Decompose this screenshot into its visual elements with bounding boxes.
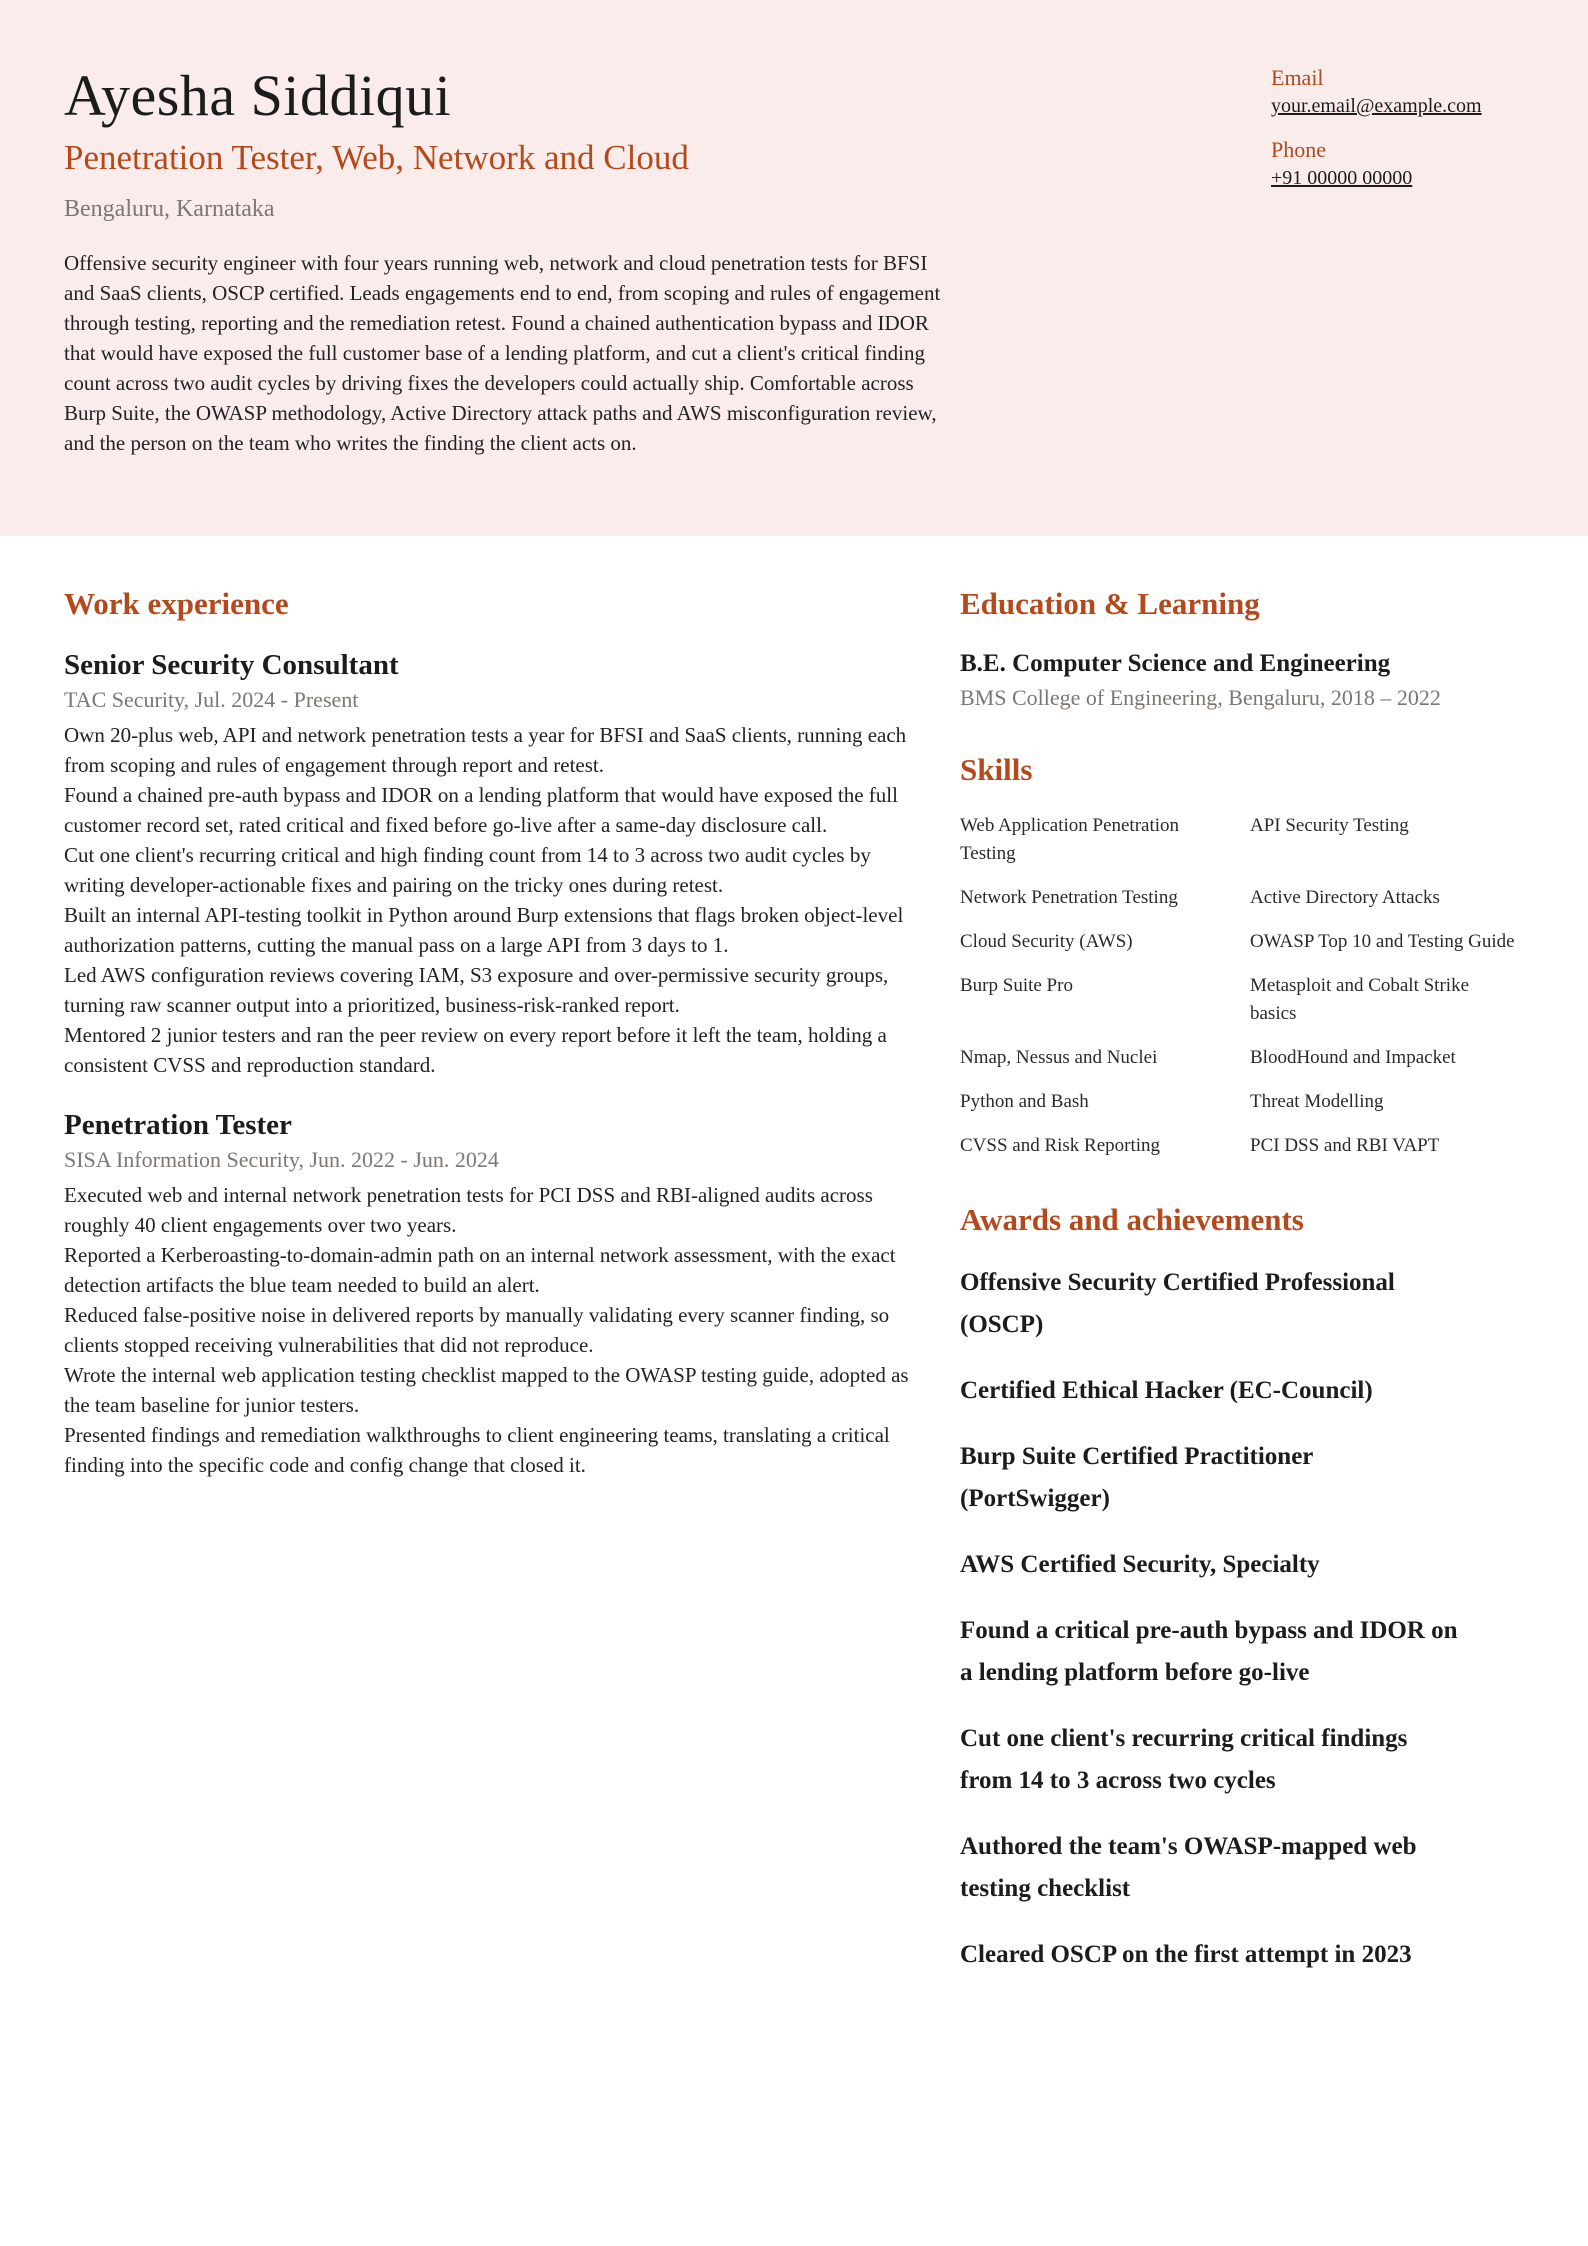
- award-item: Burp Suite Certified Practitioner (PortSwigger): [960, 1443, 1313, 1512]
- profile-summary: Offensive security engineer with four years running web, network and cloud penetration tests for BFSI and SaaS clients, OSCP certified. Leads engagements end to end, from scoping and rules of engagement through testing, reporting and the remediation retest. Found a chained authentication bypass and IDOR that would have exposed the full customer base of a lending platform, and cut a client's critical finding count across two audit cycles by driving fixes the developers could actually ship. Comfortable across Burp Suite, the OWASP methodology, Active Directory attack paths and AWS misconfiguration review, and the person on the team who writes the finding the client acts on.: [64, 251, 941, 455]
- award-item: Cleared OSCP on the first attempt in 2023: [960, 1941, 1412, 1968]
- candidate-location: Bengaluru, Karnataka: [64, 196, 275, 222]
- job-company-dates: TAC Security, Jul. 2024 - Present: [64, 687, 359, 712]
- job-bullet: Led AWS configuration reviews covering IAM, S3 exposure and over-permissive security groups, turning raw scanner output into a prioritized, business-risk-ranked report.: [64, 963, 889, 1017]
- job-bullet: Found a chained pre-auth bypass and IDOR on a lending platform that would have exposed the full customer record set, rated critical and fixed before go-live after a same-day disclosure call.: [64, 783, 898, 837]
- skill-item: Threat Modelling: [1250, 1091, 1384, 1112]
- skill-item: Python and Bash: [960, 1091, 1089, 1112]
- education-heading: Education & Learning: [960, 586, 1260, 621]
- skill-item: Network Penetration Testing: [960, 887, 1178, 908]
- skill-item: Nmap, Nessus and Nuclei: [960, 1047, 1158, 1068]
- skills-heading: Skills: [960, 752, 1033, 787]
- resume-header: [0, 0, 1588, 536]
- education-degree: B.E. Computer Science and Engineering: [960, 650, 1391, 677]
- job-entry: [64, 646, 914, 1080]
- skill-item: Web Application Penetration Testing: [960, 815, 1180, 864]
- skill-item: PCI DSS and RBI VAPT: [1250, 1135, 1440, 1156]
- job-title: Senior Security Consultant: [64, 649, 399, 681]
- job-bullet: Built an internal API-testing toolkit in Python around Burp extensions that flags broken object-level authorization patterns, cutting the manual pass on a large API from 3 days to 1.: [64, 903, 904, 957]
- email-link[interactable]: your.email@example.com: [1271, 95, 1482, 117]
- phone-block: [1271, 136, 1571, 192]
- award-item: Offensive Security Certified Professional (OSCP): [960, 1269, 1395, 1338]
- awards-heading: Awards and achievements: [960, 1202, 1304, 1237]
- candidate-name: Ayesha Siddiqui: [64, 63, 452, 128]
- job-bullets: [64, 1180, 914, 1480]
- contact-info: [1271, 64, 1571, 208]
- job-bullets: [64, 720, 914, 1080]
- award-item: Authored the team's OWASP-mapped web testing checklist: [960, 1833, 1417, 1902]
- job-bullet: Reduced false-positive noise in delivered reports by manually validating every scanner finding, so clients stopped receiving vulnerabilities that did not reproduce.: [64, 1303, 890, 1357]
- right-column: [960, 584, 1540, 2000]
- education-institution-dates: BMS College of Engineering, Bengaluru, 2018 – 2022: [960, 685, 1441, 710]
- skills-grid: [960, 812, 1540, 1160]
- phone-link[interactable]: +91 00000 00000: [1271, 167, 1413, 189]
- awards-list: [960, 1262, 1460, 1976]
- phone-label: Phone: [1271, 137, 1326, 162]
- skill-item: Cloud Security (AWS): [960, 931, 1133, 952]
- award-item: AWS Certified Security, Specialty: [960, 1551, 1320, 1578]
- skill-item: CVSS and Risk Reporting: [960, 1135, 1161, 1156]
- job-company-dates: SISA Information Security, Jun. 2022 - Jun. 2024: [64, 1147, 499, 1172]
- skill-item: Burp Suite Pro: [960, 975, 1073, 996]
- skill-item: BloodHound and Impacket: [1250, 1047, 1456, 1068]
- award-item: Certified Ethical Hacker (EC-Council): [960, 1377, 1373, 1404]
- left-column: [64, 584, 914, 1506]
- skill-item: Metasploit and Cobalt Strike basics: [1250, 975, 1470, 1024]
- skill-item: API Security Testing: [1250, 815, 1409, 836]
- award-item: Found a critical pre-auth bypass and IDOR on a lending platform before go-live: [960, 1617, 1458, 1686]
- job-bullet: Own 20-plus web, API and network penetration tests a year for BFSI and SaaS clients, running each from scoping and rules of engagement through report and retest.: [64, 723, 907, 777]
- job-bullet: Reported a Kerberoasting-to-domain-admin path on an internal network assessment, with the exact detection artifacts the blue team needed to build an alert.: [64, 1243, 896, 1297]
- work-experience-heading: Work experience: [64, 586, 289, 621]
- job-bullet: Mentored 2 junior testers and ran the peer review on every report before it left the team, holding a consistent CVSS and reproduction standard.: [64, 1023, 887, 1077]
- skill-item: Active Directory Attacks: [1250, 887, 1440, 908]
- skill-item: OWASP Top 10 and Testing Guide: [1250, 931, 1515, 952]
- job-bullet: Wrote the internal web application testing checklist mapped to the OWASP testing guide, adopted as the team baseline for junior testers.: [64, 1363, 909, 1417]
- job-bullet: Cut one client's recurring critical and high finding count from 14 to 3 across two audit cycles by writing developer-actionable fixes and pairing on the tricky ones during retest.: [64, 843, 871, 897]
- job-bullet: Executed web and internal network penetration tests for PCI DSS and RBI-aligned audits across roughly 40 client engagements over two years.: [64, 1183, 873, 1237]
- job-bullet: Presented findings and remediation walkthroughs to client engineering teams, translating a critical finding into the specific code and config change that closed it.: [64, 1423, 890, 1477]
- candidate-headline: Penetration Tester, Web, Network and Cloud: [64, 138, 689, 177]
- award-item: Cut one client's recurring critical findings from 14 to 3 across two cycles: [960, 1725, 1408, 1794]
- job-title: Penetration Tester: [64, 1109, 292, 1141]
- job-entry: [64, 1106, 914, 1480]
- email-label: Email: [1271, 65, 1324, 90]
- email-block: [1271, 64, 1571, 120]
